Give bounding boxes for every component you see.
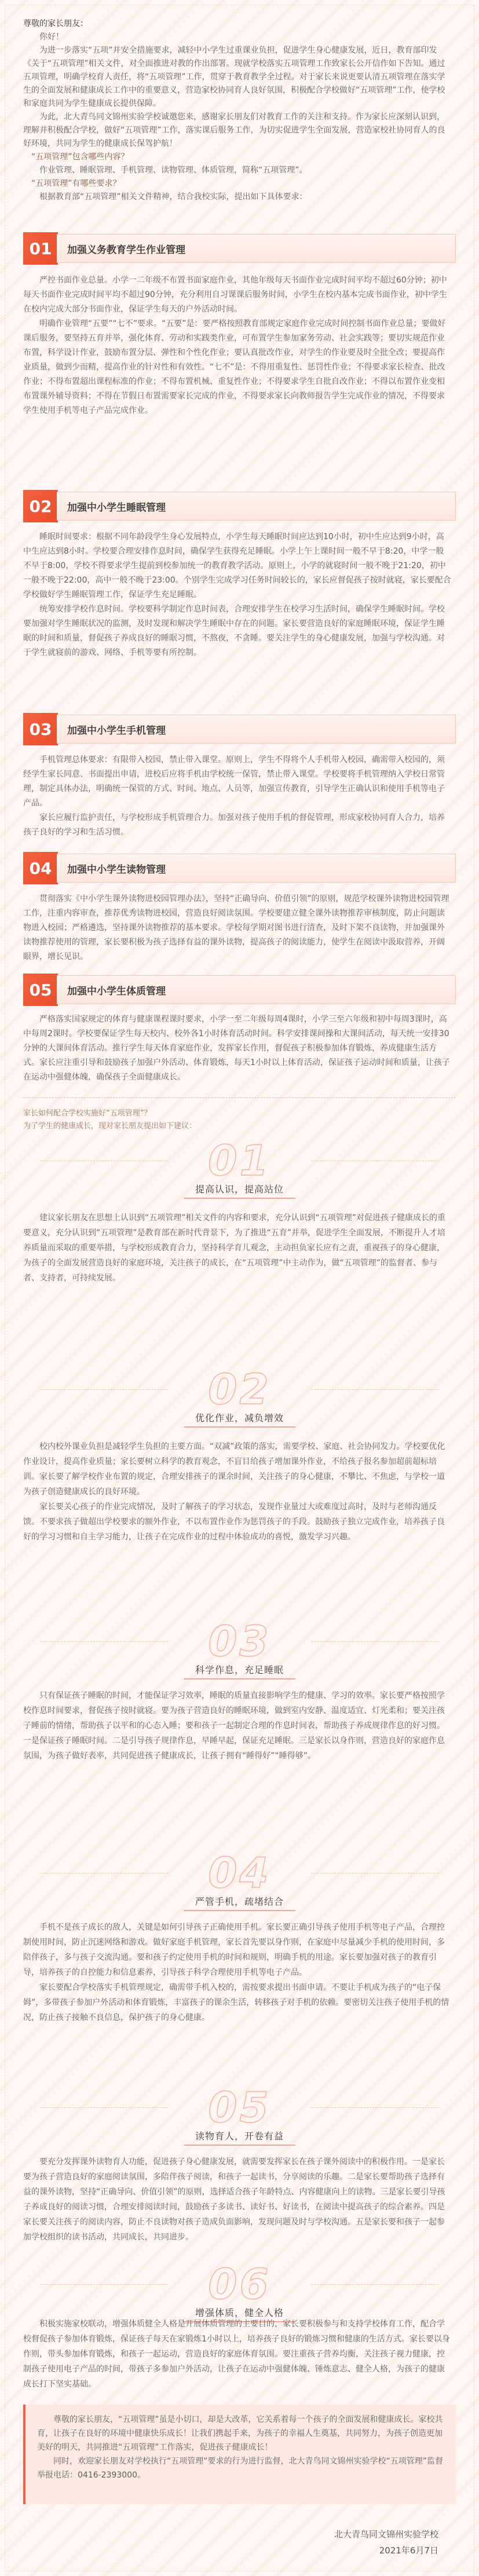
- closing-para-1: 尊敬的家长朋友，“五项管理”虽是小切口，却是大改革，它关系着每一个孩子的全面发展和健康成长。家校共育，让孩子在良好的环境中健康快乐成长！让我们携起手来，为孩子的幸福人生奠基，共同努力，为孩子创造更加美好的明天，共同推进“五项管理”工作落实，促进孩子健康成长！: [37, 2415, 443, 2452]
- section-05-para-1: 严格落实国家规定的体育与健康课程课时要求，小学一至二年级每周4课时，小学三至六年级和初中每周3课时，高中每周2课时。学校要保证学生每天校内、校外各1小时体育活动时间。科学安排课间操和大课间活动，每天统一安排30分钟的大课间体育活动。推行学生每天体育家庭作业，发挥家长作用，督促孩子积极参加体育锻炼，养成健康生活方式。家长应注重引导和鼓励孩子加强户外活动、体育锻炼，每天1小时以上体育活动，保证孩子运动时间和质量，让孩子在运动中强健体魄，确保孩子全面健康成长。: [23, 1015, 450, 1082]
- section-03-para-1: 手机管理总体要求：有限带入校园，禁止带入课堂。原则上，学生不得将个人手机带入校园，确需带入校园的，须经学生家长同意、书面提出申请，进校后应将手机由学校统一保管，禁止带入课堂。学校要将手机管理纳入学校日常管理，制定具体办法，明确统一保管的方式、时间、地点、人员等，加强宣传教育，引导学生正确认识和使用手机等电子产品。: [23, 755, 445, 808]
- sub-header-04: [23, 1850, 456, 1911]
- sub-header-06: [23, 2262, 456, 2322]
- signature-school: 北大青鸟同文锦州实验学校: [334, 2529, 438, 2540]
- sub-header-03: [23, 1619, 456, 1679]
- sub-number-04: 04: [23, 1850, 456, 1896]
- section-header-03: [23, 712, 456, 746]
- intro-answer-2: 根据教育部“五项管理”相关文件精神，结合我校实际，提出如下具体要求：: [39, 192, 308, 202]
- section-title-05: 加强中小学生体质管理: [57, 975, 456, 1004]
- sub-title-01: 提高认识，提高站位: [184, 1180, 295, 1199]
- section-header-05: [23, 973, 456, 1007]
- sub-number-05: 05: [23, 2085, 456, 2130]
- sub-02-para-1: 校内校外课业负担是减轻学生负担的主要方面。“双减”政策的落实，需要学校、家庭、社会协同发力。学校要优化作业设计，提高作业质量；家长要树立科学的教育观念，不盲目给孩子增加课外作业，不给孩子报名参加超前超标培训。家长要了解学校作业布置的规定，合理安排孩子的课余时间，关注孩子的身心健康，不攀比、不焦虑，与学校一道为孩子创造健康成长的良好环境。: [23, 1442, 445, 1496]
- sub-body-02: [23, 1439, 452, 1545]
- sub-title-04: 严管手机，疏堵结合: [184, 1892, 295, 1911]
- sub-header-02: [23, 1367, 456, 1428]
- hello: 你好！: [39, 32, 64, 42]
- section-number-03: 03: [23, 713, 58, 745]
- sub-number-01: 01: [23, 1138, 456, 1183]
- greeting: 尊敬的家长朋友：: [23, 19, 88, 28]
- section-body-03: [23, 753, 452, 840]
- intro-answer-1: 作业管理、睡眠管理、手机管理、读物管理、体质管理，简称“五项管理”。: [39, 166, 308, 175]
- section-title-02: 加强中小学生睡眠管理: [57, 492, 456, 521]
- sub-title-06: 增强体质，健全人格: [184, 2303, 295, 2322]
- closing-para-2: 同时，欢迎家长朋友对学校执行“五项管理”要求的行为进行监督，北大青鸟同文锦州实验学校“五项管理”监督举报电话：0416-2393000。: [37, 2457, 444, 2480]
- section-number-02: 02: [23, 490, 58, 522]
- section-header-04: [23, 851, 456, 885]
- intro-para-1: 为进一步落实“五项”并安全措施要求，减轻中小学生过重课业负担，促进学生身心健康发展，近日，教育部印发《关于“五项管理”相关文件，对全面推进对教的作出部署。现就学校落实五项管理工作致家长公开信作如下告知。通过五项管理，明确学校育人责任，将“五项管理”工作，贯穿于教育教学全过程。对于家长来说更要认清五项管理在落实学生的全面发展和健康成长工作中的重要意义，营造家校协同育人良好氛围，积极配合学校做好“五项管理”工作，使学校和家庭共同为学生健康成长提供保障。: [23, 46, 445, 108]
- intro: [23, 17, 452, 204]
- sub-04-para-2: 家长要配合学校落实手机管理规定，确需带手机入校的，需按要求提出书面申请。不要让手机成为孩子的“电子保姆”，多带孩子参加户外活动和体育锻炼，丰富孩子的课余生活，转移孩子对手机的依赖。要密切关注孩子使用手机的情况，防止孩子接触不良信息，保护孩子的身心健康。: [23, 1983, 449, 2022]
- sub-body-05: [23, 2154, 452, 2245]
- sub-title-03: 科学作息，充足睡眠: [184, 1660, 295, 1679]
- section-01-para-1: 严控书面作业总量。小学一二年级不布置书面家庭作业，其他年级每天书面作业完成时间平均不超过60分钟；初中每天书面作业完成时间平均不超过90分钟，充分利用自习课课后服务时间，小学生在校内基本完成书面作业，初中学生在校内完成大部分书面作业，保证学生每天的户外活动时间。: [23, 276, 447, 314]
- sub-body-03: [23, 1688, 452, 1763]
- sub-06-para-1: 积极实施家校联动，增强体质健全人格是开展体质管理的主要目的，家长要积极参与和支持学校体育工作，配合学校督促孩子参加体育锻炼，保证孩子每天在家锻炼1小时以上，培养孩子良好的锻炼习惯和健康的生活方式。家长要以身作则，带头参加体育锻炼，和孩子一起运动，营造良好的家庭体育氛围。要注重孩子营养均衡，关注孩子视力健康，控制孩子使用电子产品的时间，带孩子多参加户外活动，让孩子在运动中强健体魄、锤炼意志、健全人格，为孩子的健康成长打下坚实基础。: [23, 2319, 450, 2389]
- section-title-01: 加强义务教育学生作业管理: [57, 234, 456, 263]
- sub-number-02: 02: [23, 1367, 456, 1412]
- section-02-para-2: 统筹安排学校作息时间。学校要科学制定作息时间表，合理安排学生在校学习生活时间，确保学生睡眠时间。学校要加强对学生睡眠状况的监测，及时发现和解决学生睡眠中存在的问题。家长要营造良好的家庭睡眠环境，保证学生睡眠的时间和质量，督促孩子养成良好的睡眠习惯，不熬夜，不贪睡。要关注学生的身心健康发展，加强与学校沟通。对于学生就寝前的游戏、网络、手机等要有所控制。: [23, 605, 445, 657]
- section-02-para-1: 睡眠时间要求：根据不同年龄段学生身心发展特点，小学生每天睡眠时间应达到10小时，初中生应达到9小时，高中生应达到8小时。学校要合理安排作息时间，确保学生获得充足睡眠。小学上午上课时间一般不早于8:20，中学一般不早于8:00，学校不得要求学生提前到校参加统一的教育教学活动。原则上，小学的就寝时间一般不晚于21:20，初中一般不晚于22:00，高中一般不晚于23:00。个别学生完成学习任务时间较长的，家长应督促孩子按时就寝，家长要配合学校做好学生睡眠管理工作，保证学生充足睡眠。: [23, 532, 451, 599]
- intro-question-2: “五项管理”有哪些要求？: [31, 179, 121, 188]
- intro-para-2: 为此，北大青鸟同文锦州实验学校诚邀您来，感谢家长朋友们对教育工作的关注和支持。作为家长应深刻认识到，理解并积极配合学校，做好“五项管理”工作，落实课后服务工作，为切实促进学生全面发展，营造家校社协同育人的良好环境，共同为学生的健康成长保驾护航！: [23, 112, 445, 148]
- section-body-02: [23, 530, 452, 660]
- section-body-04: [23, 892, 452, 964]
- section-number-05: 05: [23, 974, 58, 1006]
- sub-02-para-2: 家长要关心孩子的作业完成情况，及时了解孩子的学习状态，发现作业量过大或难度过高时，及时与老师沟通反馈。不要求孩子做超出学校要求的额外作业，不以布置作业作为惩罚孩子的手段。鼓励孩子独立完成作业，培养孩子良好的学习习惯和自主学习能力，让孩子在完成作业的过程中体验成功的喜悦，激发学习兴趣。: [23, 1502, 445, 1542]
- sub-header-01: [23, 1138, 456, 1199]
- section-header-01: [23, 232, 456, 265]
- sub-number-03: 03: [23, 1619, 456, 1664]
- signature-date: 2021年6月7日: [379, 2545, 438, 2556]
- sub-header-05: [23, 2085, 456, 2146]
- qa-heading: [23, 1107, 452, 1133]
- section-title-03: 加强中小学生手机管理: [57, 715, 456, 744]
- sub-number-06: 06: [23, 2262, 456, 2307]
- closing-box: [23, 2405, 456, 2504]
- section-03-para-2: 家长应履行监护责任，与学校形成手机管理合力。加强对孩子使用手机的督促管理，形成家校协同育人合力，培养孩子良好的学习和生活习惯。: [23, 813, 445, 837]
- sub-01-para-1: 建议家长朋友在思想上认识到“五项管理”相关文件的内容和要求，充分认识到“五项管理”对促进孩子健康成长的重要意义，充分认识到“五项管理”是教育部在新时代背景下，为了推进“五育”并举，促进学生全面发展，不断提升人才培养质量而采取的重要举措，与学校形成教育合力，坚持科学育儿观念，主动担负家长应有之责，重视孩子的身心健康，为孩子的全面发展营造良好的家庭环境，关注孩子的成长，在“五项管理”中主动作为，做“五项管理”的监督者、参与者、支持者，可持续发展。: [23, 1213, 446, 1283]
- sub-05-para-1: 要充分发挥课外读物育人功能，促进孩子身心健康发展，就需要发挥家长在孩子课外阅读中的积极作用。一是家长要为孩子营造良好的家庭阅读氛围，多陪伴孩子阅读，和孩子一起读书，分享阅读的乐趣。二是家长要帮助孩子选择有益的课外读物，坚持“正确导向、价值引领”的原则，选择适合孩子年龄特点、内容健康向上的读物。三是家长要引导孩子养成良好的阅读习惯，合理安排阅读时间，鼓励孩子多读书、读好书、好读书，在阅读中提高孩子的综合素养。四是家长要关注孩子的阅读内容，防止不良读物对孩子造成负面影响，发现问题及时与学校沟通。五是家长要和孩子一起参加学校组织的读书活动，共同成长，共同进步。: [23, 2157, 445, 2242]
- sub-body-04: [23, 1920, 452, 2025]
- section-body-01: [23, 273, 452, 418]
- sub-title-02: 优化作业，减负增效: [184, 1408, 295, 1428]
- sub-body-01: [23, 1210, 452, 1286]
- intro-question-1: “五项管理”包含哪些内容？: [31, 152, 129, 162]
- sub-title-05: 读物育人，开卷有益: [184, 2127, 295, 2146]
- qa-answer: 为了学生的健康成长，现对家长朋友提出如下建议：: [23, 1122, 197, 1130]
- section-number-01: 01: [23, 232, 58, 265]
- signature: [253, 2526, 438, 2559]
- section-number-04: 04: [23, 852, 58, 884]
- section-body-05: [23, 1012, 452, 1085]
- divider: [23, 1097, 456, 1099]
- section-04-para-1: 贯彻落实《中小学生课外读物进校园管理办法》，坚持“正确导向、价值引领”的原则，规范学校课外读物进校园管理工作，注重内容审查，推荐优秀读物进校园，营造良好阅读氛围。学校要建立健全课外读物推荐审核制度，防止问题读物进入校园；严格遴选，坚持课外读物推荐的基本要求。学校每学期对图书进行清查，及时下架不良读物，并加强课外读物推荐使用的管理，家长要积极为孩子选择有益的课外读物，提高孩子的阅读能力，使学生在阅读中汲取营养，开阔眼界，增长见识。: [23, 894, 449, 961]
- sub-04-para-1: 手机不是孩子成长的敌人，关键是如何引导孩子正确使用手机。家长要正确引导孩子使用手机等电子产品，合理控制使用时间，防止沉迷网络和游戏。做好家庭手机管理，家长首先要以身作则，在家庭中尽量减少手机的使用时间，多陪伴孩子，多与孩子交流沟通。要和孩子约定使用手机的时间和规则，明确手机的用途。家长要加强对孩子的教育引导，培养孩子的自控能力和信息素养，引导孩子科学合理使用手机等电子产品。: [23, 1923, 445, 1977]
- section-title-04: 加强中小学生读物管理: [57, 854, 456, 883]
- qa-question: 家长如何配合学校实施好“五项管理”？: [23, 1109, 152, 1118]
- sub-03-para-1: 只有保证孩子睡眠的时间，才能保证学习效率，睡眠的质量直接影响学生的健康、学习的效率。家长要严格按照学校作息时间要求，督促孩子按时就寝。要为孩子营造良好的睡眠环境，做到室内安静、温度适宜、灯光柔和；要关注孩子睡前的情绪，帮助孩子以平和的心态入睡；要和孩子一起制定合理的作息时间表，帮助孩子养成规律作息的好习惯。一是保证孩子睡眠时间。二是引导孩子规律作息，早睡早起，保证充足睡眠。三是家长以身作则，营造良好的家庭作息氛围，为孩子做好表率，共同促进孩子健康成长，让孩子拥有“睡得好”“睡得够”。: [23, 1691, 445, 1761]
- section-header-02: [23, 489, 456, 523]
- section-01-para-2: 明确作业管理“五要”“七不”要求。“五要”是：要严格按照教育部规定家庭作业完成时间控制书面作业总量；要做好课后服务，要坚持五育并举，强化体育、劳动和实践类作业，可布置学生参加家务劳动、社会实践等；要切实规范作业布置，科学设计作业，鼓励布置分层、弹性和个性化作业；要认真批改作业，对学生的作业要及时全批全改；要提高作业质量，做到少而精，提高作业的针对性和有效性。“七不”是：不得用重复性、惩罚性作业；不得要求家长检查、批改作业；不得布置超出课程标准的作业；不得布置机械、重复性作业；不得要求学生自批自改作业；不得以布置作业变相布置课外辅导资料；不得在节假日布置需要家长完成的作业，不得要求家长向教师报告学生完成作业的情况，不得要求学生使用手机等电子产品完成作业。: [23, 319, 446, 415]
- sub-body-06: [23, 2317, 452, 2392]
